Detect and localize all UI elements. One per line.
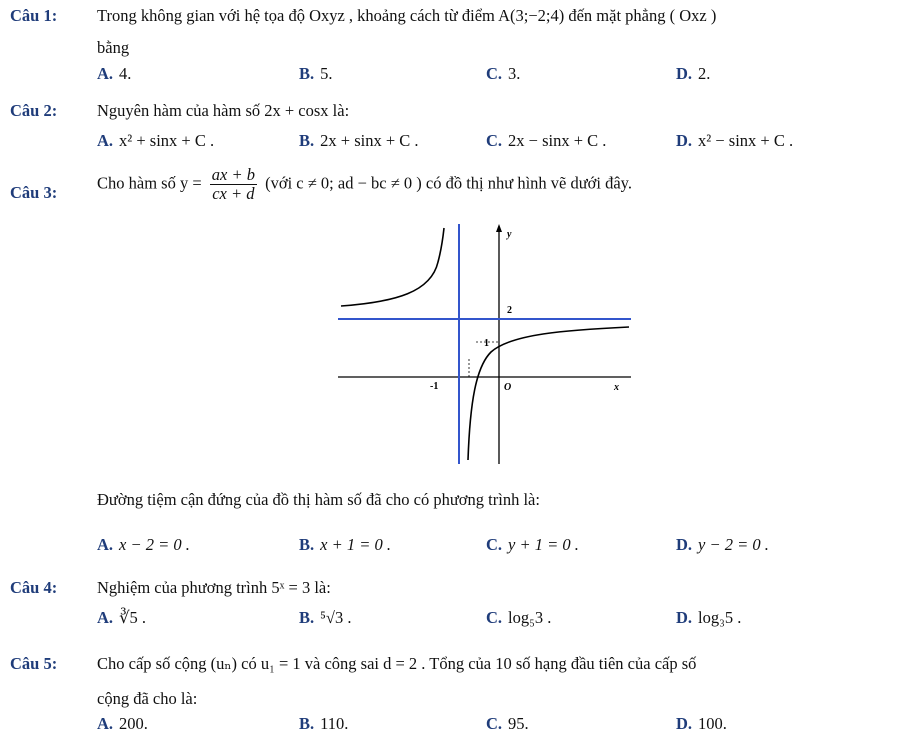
q1-option-d[interactable] [676,64,710,84]
tick-label-2: 2 [507,305,512,316]
option-value: 100. [698,714,727,733]
curve-right-branch [468,327,629,460]
option-value: y − 2 = 0 . [698,535,769,554]
q1-option-b[interactable] [299,64,333,84]
question-2-label: Câu 2: [10,101,58,120]
q2-option-a[interactable] [97,131,214,151]
option-value: y + 1 = 0 . [508,535,579,554]
fraction-denominator: cx + d [212,184,255,203]
question-3-label: Câu 3: [10,183,58,202]
fraction [210,166,257,203]
option-value: ∛5 . [119,608,147,627]
option-value: log₅3 . [508,608,552,627]
option-letter: D. [676,608,693,627]
fraction-numerator: ax + b [211,165,255,184]
option-letter: D. [676,131,693,150]
option-letter: C. [486,608,503,627]
option-letter: A. [97,714,114,733]
option-value: 2x − sinx + C . [508,131,607,150]
q3-option-a[interactable] [97,535,190,555]
q3-suffix: (với c ≠ 0; ad − bc ≠ 0 ) có đồ thị như hình vẽ dưới đây. [265,173,632,193]
option-letter: A. [97,535,114,554]
option-letter: A. [97,608,114,627]
q4-option-c[interactable] [486,608,551,628]
option-value: 3. [508,64,521,83]
option-letter: C. [486,535,503,554]
question-1-text-line2: bằng [97,38,130,57]
option-letter: D. [676,535,693,554]
origin-label: O [504,382,512,393]
question-4-text: Nghiệm của phương trình 5ˣ = 3 là: [97,578,331,597]
option-value: 2x + sinx + C . [320,131,419,150]
option-value: x² − sinx + C . [698,131,794,150]
question-5-text: Cho cấp số cộng (uₙ) có u₁ = 1 và công sai d = 2 . Tổng của 10 số hạng đầu tiên của cấp số [97,654,697,673]
option-letter: D. [676,714,693,733]
function-graph [336,222,636,467]
option-letter: C. [486,131,503,150]
option-value: x − 2 = 0 . [119,535,190,554]
question-5-label: Câu 5: [10,654,58,673]
x-axis-label: x [614,382,619,393]
option-letter: D. [676,64,693,83]
option-value: x + 1 = 0 . [320,535,391,554]
option-letter: B. [299,608,315,627]
option-value: 110. [320,714,349,733]
q1-option-a[interactable] [97,64,131,84]
tick-label-1: 1 [484,338,489,349]
q2-option-d[interactable] [676,131,793,151]
option-letter: C. [486,714,503,733]
question-2-text: Nguyên hàm của hàm số 2x + cosx là: [97,101,350,120]
question-3-text [97,166,632,203]
option-value: 4. [119,64,132,83]
option-value: log₃5 . [698,608,742,627]
y-axis-label: y [507,229,512,240]
option-letter: A. [97,131,114,150]
option-value: 200. [119,714,148,733]
question-1-label: Câu 1: [10,6,58,25]
q3-prefix: Cho hàm số y = [97,173,202,193]
q5-option-b[interactable] [299,714,348,734]
option-letter: B. [299,64,315,83]
option-letter: B. [299,714,315,733]
q5-option-d[interactable] [676,714,727,734]
q4-option-a[interactable] [97,608,146,628]
q3-option-c[interactable] [486,535,579,555]
curve-left-branch [341,228,444,306]
q1-option-c[interactable] [486,64,520,84]
option-value: 95. [508,714,529,733]
option-letter: A. [97,64,114,83]
tick-label-neg1: -1 [430,381,439,392]
y-axis-arrow [496,224,502,232]
q4-option-d[interactable] [676,608,741,628]
q5-option-c[interactable] [486,714,529,734]
question-5-text-line2: cộng đã cho là: [97,689,198,708]
question-1-text: Trong không gian với hệ tọa độ Oxyz , khoảng cách từ điểm A(3;−2;4) đến mặt phẳng ( Oxz ) [97,6,717,25]
q3-option-d[interactable] [676,535,769,555]
option-value: 5. [320,64,333,83]
q3-option-b[interactable] [299,535,391,555]
option-letter: B. [299,131,315,150]
option-value: x² + sinx + C . [119,131,215,150]
question-4-label: Câu 4: [10,578,58,597]
q5-option-a[interactable] [97,714,148,734]
q2-option-c[interactable] [486,131,606,151]
q4-option-b[interactable] [299,608,351,628]
q2-option-b[interactable] [299,131,419,151]
option-letter: B. [299,535,315,554]
option-letter: C. [486,64,503,83]
question-3-text-line2: Đường tiệm cận đứng của đồ thị hàm số đã cho có phương trình là: [97,490,540,509]
option-value: 2. [698,64,711,83]
option-value: ⁵√3 . [320,608,352,627]
